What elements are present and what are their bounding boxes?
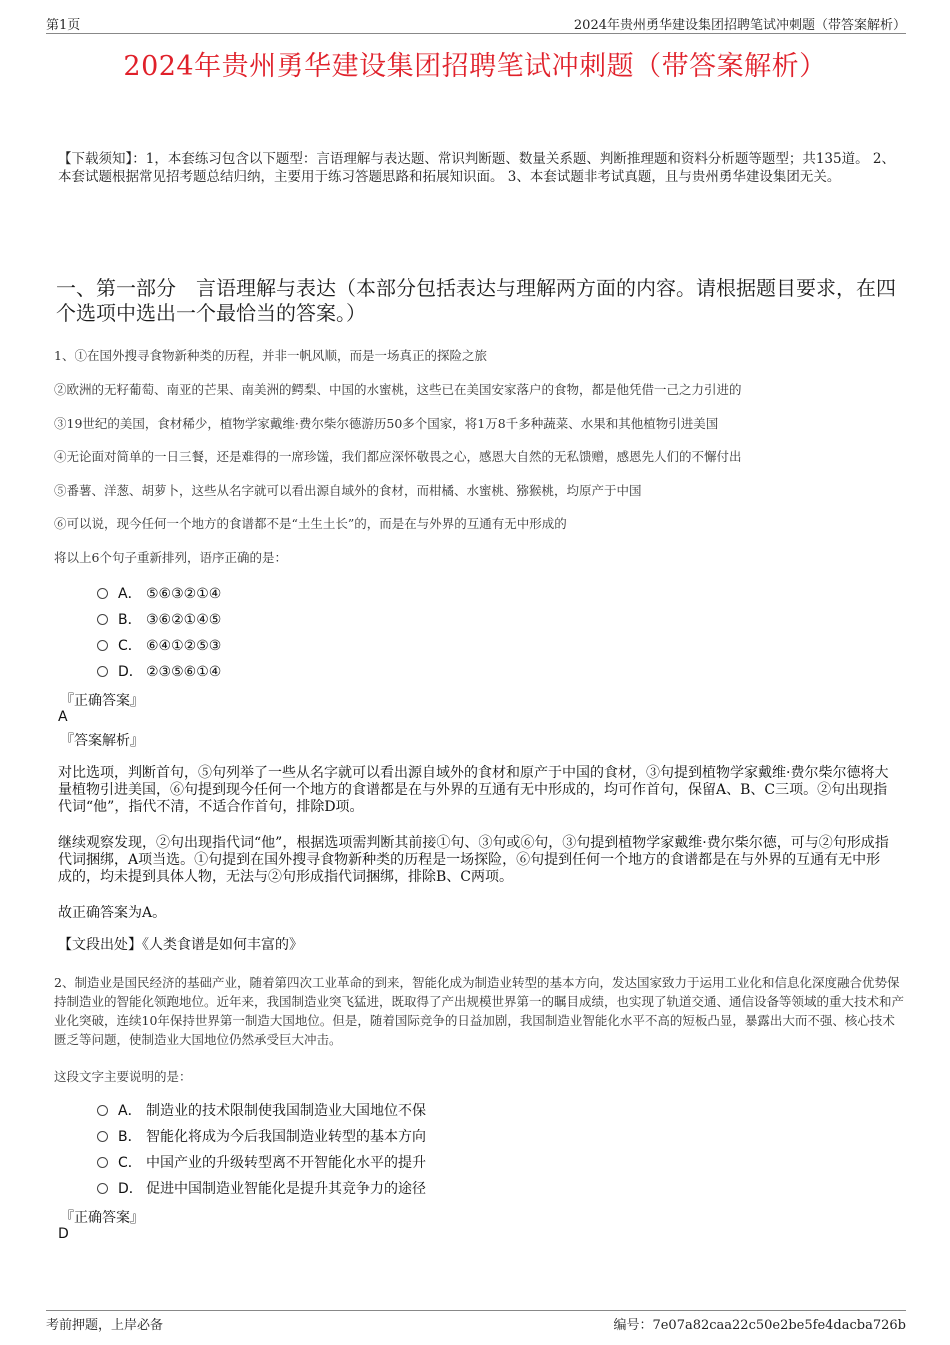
radio-icon[interactable] (97, 640, 108, 651)
q1-sentence-4: ④无论面对简单的一日三餐，还是难得的一席珍馐，我们都应深怀敬畏之心，感恩大自然的无私馈赠，感恩先人们的不懈付出 (54, 449, 742, 464)
option-text: 智能化将成为今后我国制造业转型的基本方向 (146, 1129, 426, 1145)
footer-rule (46, 1310, 906, 1311)
q1-analysis-conclusion: 故正确答案为A。 (58, 905, 167, 921)
header-doc-title: 2024年贵州勇华建设集团招聘笔试冲刺题（带答案解析） (573, 18, 906, 33)
option-letter: B． (118, 612, 142, 628)
q1-sentence-1: 1、①在国外搜寻食物新种类的历程，并非一帆风顺，而是一场真正的探险之旅 (54, 348, 487, 363)
q1-answer-label: 『正确答案』 (60, 693, 144, 709)
radio-icon[interactable] (97, 614, 108, 625)
header-rule (46, 33, 906, 34)
page-number: 第1页 (46, 18, 81, 33)
q1-sentence-6: ⑥可以说，现今任何一个地方的食谱都不是“土生土长”的，而是在与外界的互通有无中形成的 (54, 516, 567, 531)
q2-option-c[interactable] (97, 1153, 426, 1173)
download-notice: 【下载须知】：1，本套练习包含以下题型：言语理解与表达题、常识判断题、数量关系题、判断推理题和资料分析题等题型；共135道。 2、本套试题根据常见招考题总结归纳，主要用于练习答题思路和拓展知识面。 3、本套试题非考试真题，且与贵州勇华建设集团无关。 (58, 151, 895, 185)
q1-option-c[interactable] (97, 636, 221, 656)
option-text: ⑥④①②⑤③ (146, 638, 222, 654)
q2-prompt: 这段文字主要说明的是： (54, 1069, 192, 1084)
q2-passage: 2、制造业是国民经济的基础产业，随着第四次工业革命的到来，智能化成为制造业转型的基本方向，发达国家致力于运用工业化和信息化深度融合优势保持制造业的智能化领跑地位。近年来，我国制造业突飞猛进，既取得了产出规模世界第一的瞩目成绩，也实现了轨道交通、通信设备等领域的重大技术和产业化突破，连续10年保持世界第一制造大国地位。但是，随着国际竞争的日益加剧，我国制造业智能化水平不高的短板凸显，暴露出大而不强、核心技术匮乏等问题，使制造业大国地位仍然承受巨大冲击。 (54, 975, 905, 1047)
q1-analysis-paragraph-2: 继续观察发现，②句出现指代词“他”，根据选项需判断其前接①句、③句或⑥句，③句提到植物学家戴维·费尔柴尔德，可与②句形成指代词捆绑，A项当选。①句提到在国外搜寻食物新种类的历程是一场探险，⑥句提到任何一个地方的食谱都是在与外界的互通有无中形成的，均未提到具体人物，无法与②句形成指代词捆绑，排除B、C两项。 (58, 835, 889, 885)
q1-sentence-3: ③19世纪的美国，食材稀少，植物学家戴维·费尔柴尔德游历50多个国家，将1万8千多种蔬菜、水果和其他植物引进美国 (54, 416, 719, 431)
radio-icon[interactable] (97, 1183, 108, 1194)
section-heading: 一、第一部分 言语理解与表达（本部分包括表达与理解两方面的内容。请根据题目要求，在四个选项中选出一个最恰当的答案。） (56, 276, 896, 325)
q1-answer: A (58, 709, 68, 725)
radio-icon[interactable] (97, 1131, 108, 1142)
q2-answer-label: 『正确答案』 (60, 1210, 144, 1226)
option-text: ②③⑤⑥①④ (146, 664, 222, 680)
option-letter: A． (118, 1103, 142, 1119)
option-text: ⑤⑥③②①④ (146, 586, 222, 602)
q1-sentence-2: ②欧洲的无籽葡萄、南亚的芒果、南美洲的鳄梨、中国的水蜜桃，这些已在美国安家落户的食物，都是他凭借一己之力引进的 (54, 382, 742, 397)
option-letter: B． (118, 1129, 142, 1145)
footer-slogan: 考前押题，上岸必备 (46, 1318, 164, 1333)
radio-icon[interactable] (97, 1105, 108, 1116)
footer-doc-id: 编号：7e07a82caa22c50e2be5fe4dacba726b (613, 1318, 906, 1333)
q1-option-d[interactable] (97, 662, 221, 682)
option-letter: C． (118, 638, 142, 654)
option-text: ③⑥②①④⑤ (146, 612, 222, 628)
q1-prompt: 将以上6个句子重新排列，语序正确的是： (54, 550, 287, 565)
q2-option-b[interactable] (97, 1127, 426, 1147)
option-letter: A． (118, 586, 142, 602)
q1-option-b[interactable] (97, 610, 221, 630)
option-text: 促进中国制造业智能化是提升其竞争力的途径 (146, 1181, 426, 1197)
q2-option-a[interactable] (97, 1101, 426, 1121)
q1-option-a[interactable] (97, 584, 221, 604)
q1-source: 【文段出处】《人类食谱是如何丰富的》 (58, 937, 303, 953)
option-text: 中国产业的升级转型离不开智能化水平的提升 (146, 1155, 426, 1171)
option-letter: C． (118, 1155, 142, 1171)
radio-icon[interactable] (97, 588, 108, 599)
q2-option-d[interactable] (97, 1179, 426, 1199)
document-title: 2024年贵州勇华建设集团招聘笔试冲刺题（带答案解析） (123, 51, 827, 82)
option-letter: D． (118, 1181, 143, 1197)
option-letter: D． (118, 664, 143, 680)
q2-answer: D (58, 1226, 69, 1242)
radio-icon[interactable] (97, 666, 108, 677)
option-text: 制造业的技术限制使我国制造业大国地位不保 (146, 1103, 426, 1119)
q1-analysis-paragraph-1: 对比选项，判断首句，⑤句列举了一些从名字就可以看出源自域外的食材和原产于中国的食材，③句提到植物学家戴维·费尔柴尔德将大量植物引进美国，⑥句提到现今任何一个地方的食谱都是在与外界的互通有无中形成的，均可作首句，保留A、B、C三项。②句出现指代词“他”，指代不清，不适合作首句，排除D项。 (58, 765, 889, 815)
q1-sentence-5: ⑤番薯、洋葱、胡萝卜，这些从名字就可以看出源自域外的食材，而柑橘、水蜜桃、猕猴桃，均原产于中国 (54, 483, 642, 498)
radio-icon[interactable] (97, 1157, 108, 1168)
q1-analysis-label: 『答案解析』 (60, 733, 144, 749)
